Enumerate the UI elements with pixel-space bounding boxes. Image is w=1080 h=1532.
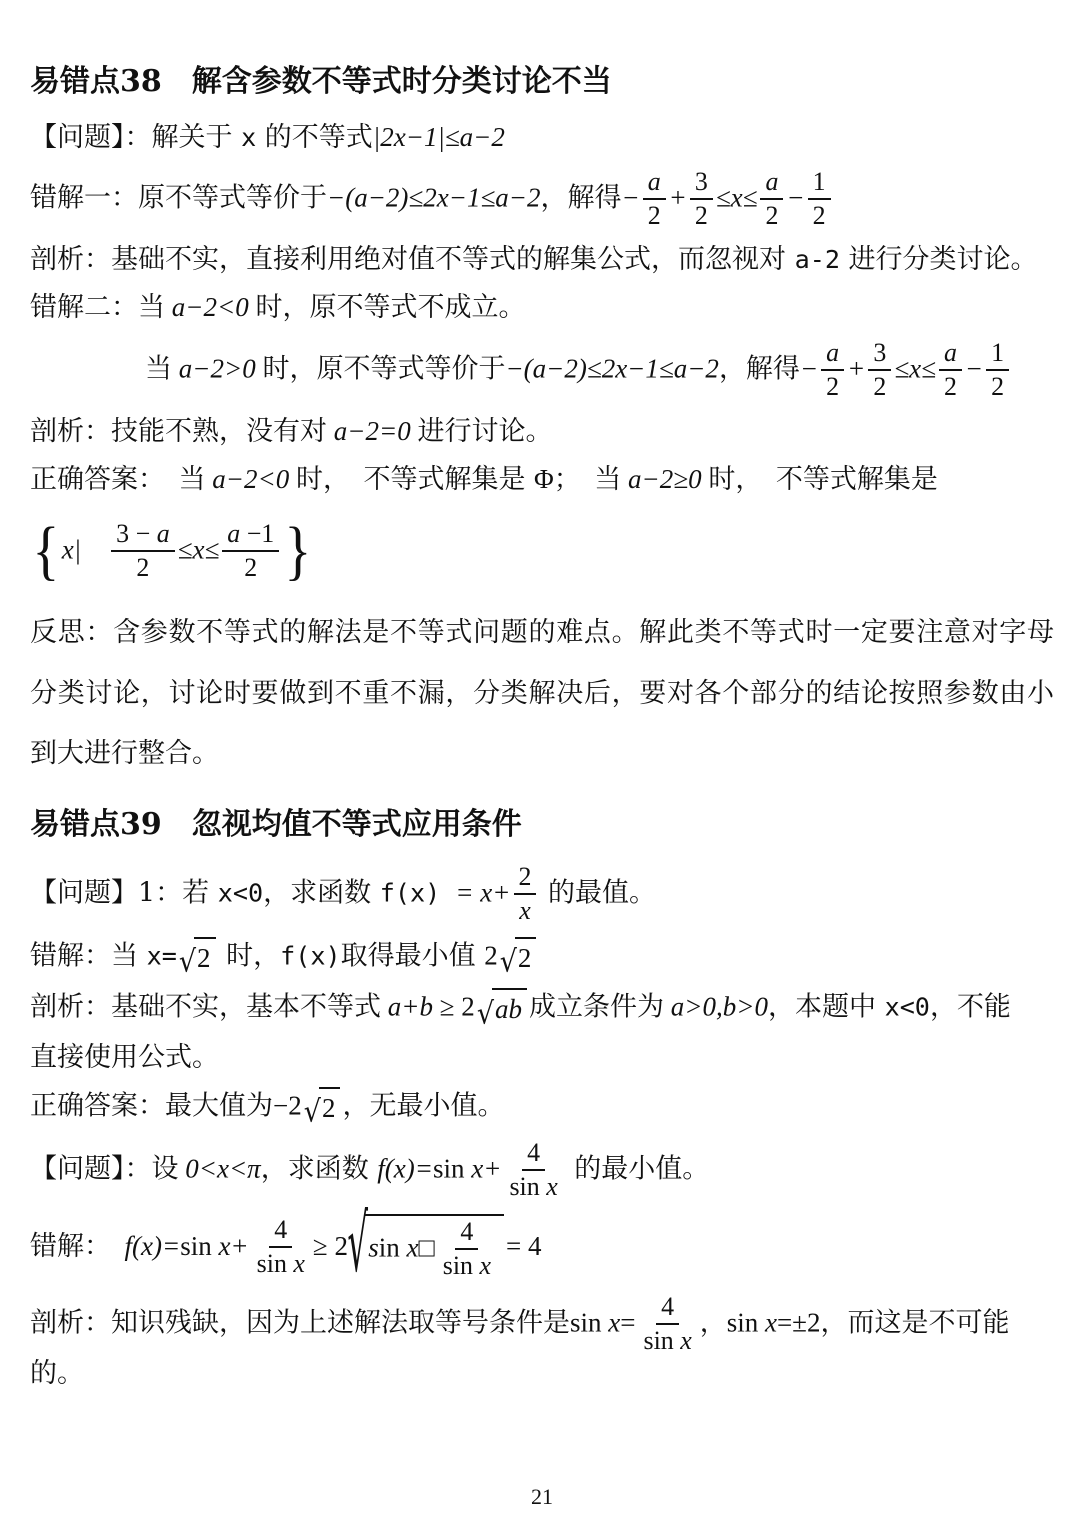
- chinese-text: 成立条件为: [529, 991, 665, 1023]
- math-upright-text: sin: [432, 1153, 465, 1184]
- fraction-numerator: [222, 519, 279, 552]
- radicand: [194, 937, 216, 977]
- heading-38: [30, 62, 1054, 103]
- set-brace: {: [32, 514, 60, 588]
- analysis-1-38: [30, 242, 1054, 278]
- chinese-text: 【问题】1：若: [30, 877, 218, 909]
- chinese-text: 错解：当: [30, 940, 147, 972]
- math-italic-text: x: [519, 895, 531, 925]
- sqrt-radical: [178, 937, 216, 980]
- math-italic-text: x: [764, 1307, 777, 1338]
- fraction-numerator: [514, 862, 537, 895]
- math-upright-text: =±2: [776, 1307, 821, 1338]
- fraction-denominator: [690, 200, 713, 231]
- fraction-numerator: [656, 1292, 679, 1325]
- math-italic-text: x: [479, 1250, 491, 1280]
- math-upright-text: 2: [321, 1093, 336, 1123]
- radical-sign-icon: √: [499, 944, 517, 980]
- typewriter-text: x<0: [884, 992, 930, 1022]
- chinese-text: ，求函数: [263, 877, 380, 909]
- fraction: [252, 1215, 310, 1279]
- fraction-denominator: [131, 552, 154, 583]
- fraction: [986, 338, 1009, 402]
- wrong-solution-39-1: [30, 937, 1054, 980]
- math-italic-text: ≤x≤: [715, 182, 758, 213]
- math-upright-text: 3 −: [116, 518, 157, 548]
- fraction-denominator: [808, 200, 831, 231]
- wrong-solution-1-38: [30, 167, 1054, 231]
- math-italic-text: a: [943, 337, 957, 367]
- chinese-text: ； 当: [553, 464, 622, 496]
- radicand: [515, 937, 537, 977]
- radical-sign-icon: √: [347, 1200, 368, 1291]
- fraction-denominator: [239, 552, 262, 583]
- fraction: [808, 167, 831, 231]
- math-upright-text: sin: [180, 1230, 212, 1261]
- math-italic-text: −: [786, 182, 805, 213]
- chinese-text: 错解一：原不等式等价于: [30, 182, 327, 214]
- fraction-denominator: [638, 1325, 696, 1356]
- set-brace: }: [284, 514, 312, 588]
- chinese-text: 反思：含参数不等式的解法是不等式问题的难点。解此类不等式时一定要注意对字母分类讨论，讨论时要做到不重不漏，分类解决后，要对各个部分的结论按照参数由小到大进行整合。: [30, 616, 1054, 770]
- math-upright-text: 2: [647, 200, 661, 230]
- fraction: [868, 338, 891, 402]
- math-upright-text: −2: [273, 1090, 302, 1121]
- fraction-denominator: [514, 895, 536, 926]
- math-italic-text: s: [368, 1232, 379, 1263]
- fraction: [111, 519, 174, 583]
- radicand: [319, 1087, 341, 1127]
- math-upright-text: sin: [509, 1172, 547, 1202]
- chinese-text: ，解得: [718, 353, 800, 385]
- math-italic-text: x: [608, 1307, 621, 1338]
- chinese-text: 易错点39 忽视均值不等式应用条件: [30, 807, 522, 843]
- chinese-text: 时，原不等式不成立。: [255, 292, 526, 324]
- chinese-text: ，解得: [540, 182, 622, 214]
- fraction: [939, 338, 962, 402]
- math-italic-text: f(x)=: [124, 1230, 181, 1261]
- math-upright-text: ≥ 2: [312, 1230, 348, 1261]
- math-upright-text: sin: [643, 1325, 681, 1355]
- chinese-text: 当: [145, 353, 172, 385]
- fraction: [504, 1138, 562, 1202]
- analysis-2-38: [30, 413, 1054, 450]
- problem-38: [30, 119, 1054, 156]
- fraction-denominator: [868, 371, 891, 402]
- typewriter-text: f(x): [280, 941, 341, 971]
- chinese-text: 错解：: [30, 1230, 125, 1262]
- math-italic-text: −(a−2)≤2x−1≤a−2: [505, 353, 719, 384]
- math-upright-text: 1: [812, 166, 826, 196]
- math-upright-text: in: [378, 1232, 407, 1263]
- chinese-text: 【问题】：设: [30, 1153, 179, 1185]
- radicand: [492, 988, 527, 1028]
- chinese-text: 剖析：知识残缺，因为上述解法取等号条件是: [30, 1307, 570, 1339]
- math-italic-text: a: [765, 166, 779, 196]
- math-upright-text: 3: [873, 337, 887, 367]
- math-upright-text: −1: [240, 518, 275, 548]
- fraction-numerator: [760, 167, 783, 200]
- math-italic-text: a: [156, 518, 170, 548]
- wrong-solution-2-38-line2: [30, 338, 1054, 402]
- typewriter-text: f(x): [379, 878, 456, 908]
- math-upright-text: 2: [244, 552, 258, 582]
- math-upright-text: 2: [826, 371, 840, 401]
- chinese-text: 进行分类讨论。: [839, 244, 1038, 275]
- math-italic-text: x: [680, 1325, 692, 1355]
- math-upright-text: 1: [991, 337, 1005, 367]
- math-italic-text: x: [406, 1232, 419, 1263]
- math-upright-text: sin: [442, 1250, 480, 1280]
- chinese-text: ，: [699, 1307, 727, 1339]
- math-italic-text: −(a−2)≤2x−1≤a−2: [327, 182, 541, 213]
- math-italic-text: a−2<0: [205, 464, 296, 495]
- wrong-solution-39-2: [30, 1200, 1054, 1291]
- chinese-text: 剖析：技能不熟，没有对: [30, 415, 327, 447]
- problem-39-2: [30, 1138, 1054, 1202]
- sqrt-radical: [303, 1087, 341, 1130]
- fraction-numerator: [821, 338, 844, 371]
- math-italic-text: ab: [495, 994, 523, 1025]
- fraction-numerator: [269, 1215, 292, 1248]
- math-upright-text: 2: [812, 200, 826, 230]
- math-italic-text: x: [293, 1249, 305, 1279]
- math-upright-text: 2: [197, 942, 211, 973]
- fraction-numerator: [522, 1138, 545, 1171]
- fraction-numerator: [986, 338, 1009, 371]
- math-italic-text: a−2≥0: [621, 464, 709, 495]
- math-upright-text: 2: [694, 200, 708, 230]
- math-italic-text: −: [799, 353, 819, 384]
- fraction-numerator: [690, 167, 713, 200]
- analysis-39-2: [30, 1292, 1054, 1393]
- fraction: [638, 1292, 696, 1356]
- math-italic-text: 0<x<π: [178, 1153, 261, 1184]
- chinese-text: 直接使用公式。: [30, 1041, 219, 1073]
- chinese-text: 进行讨论。: [417, 415, 553, 447]
- wrong-solution-2-38-line1: [30, 289, 1054, 326]
- fraction-denominator: [760, 200, 783, 231]
- correct-answer-38-set: [30, 514, 1054, 588]
- fraction-denominator: [643, 200, 666, 231]
- math-upright-text: 2: [873, 371, 887, 401]
- math-upright-text: sin: [570, 1307, 609, 1338]
- fraction: [222, 519, 279, 583]
- math-italic-text: a+b: [381, 991, 440, 1022]
- chinese-text: [81, 534, 108, 565]
- math-italic-text: +: [847, 353, 866, 384]
- typewriter-text: x=: [146, 941, 177, 971]
- math-upright-text: Φ: [534, 464, 554, 495]
- radical-sign-icon: √: [303, 1095, 321, 1130]
- chinese-text: 正确答案：最大值为: [30, 1090, 273, 1122]
- math-italic-text: a: [227, 518, 241, 548]
- chinese-text: 的最值。: [539, 877, 657, 909]
- chinese-text: ，而这是不可能的。: [30, 1307, 1010, 1389]
- math-italic-text: |2x−1|≤a−2: [372, 121, 505, 152]
- fraction-denominator: [986, 371, 1009, 402]
- chinese-text: 时，原不等式等价于: [262, 353, 506, 385]
- fraction: [643, 167, 666, 231]
- math-italic-text: a>0,b>0: [664, 991, 768, 1022]
- fraction-numerator: [111, 519, 174, 552]
- chinese-text: 取得最小值: [340, 940, 485, 972]
- chinese-text: 错解二：当: [30, 292, 165, 324]
- fraction-numerator: [939, 338, 962, 371]
- sqrt-radical: [476, 988, 527, 1032]
- math-italic-text: a: [826, 337, 840, 367]
- sqrt-radical: [499, 937, 537, 980]
- chinese-text: 时，: [217, 940, 281, 972]
- math-upright-text: 2: [765, 200, 779, 230]
- math-upright-text: 2: [484, 940, 498, 971]
- radical-sign-icon: √: [178, 944, 197, 980]
- math-italic-text: x|: [61, 534, 82, 565]
- radicand: [365, 1214, 504, 1281]
- fraction-denominator: [939, 371, 962, 402]
- page-number: 21: [531, 1484, 553, 1510]
- document-content: [30, 42, 1054, 1476]
- analysis-39-1: [30, 988, 1054, 1032]
- correct-answer-38: [30, 461, 1054, 498]
- typewriter-text: x<0: [217, 878, 264, 908]
- math-italic-text: a: [647, 166, 661, 196]
- math-upright-text: sin: [256, 1249, 294, 1279]
- fraction-numerator: [455, 1217, 478, 1250]
- heading-39: [30, 805, 1054, 846]
- fraction-numerator: [643, 167, 666, 200]
- math-upright-text: 2: [943, 371, 957, 401]
- math-italic-text: a−2<0: [165, 292, 256, 323]
- math-upright-text: = 4: [505, 1230, 542, 1261]
- math-italic-text: −: [964, 353, 984, 384]
- radical-sign-icon: √: [476, 996, 495, 1032]
- problem-39-1: [30, 862, 1054, 926]
- chinese-text: 时， 不等式解集是: [295, 464, 535, 496]
- math-upright-text: 2: [991, 371, 1005, 401]
- math-italic-text: x: [546, 1172, 558, 1202]
- math-italic-text: x+: [464, 1153, 502, 1184]
- chinese-text: 易错点38 解含参数不等式时分类讨论不当: [30, 64, 612, 99]
- sqrt-radical: [347, 1200, 504, 1291]
- analysis-39-1-continued: [30, 1040, 1054, 1076]
- fraction-numerator: [868, 338, 891, 371]
- math-italic-text: = x+: [455, 877, 511, 908]
- chinese-text: ，本题中: [767, 991, 885, 1023]
- math-upright-text: 3: [694, 166, 708, 196]
- correct-answer-39-1: [30, 1087, 1054, 1130]
- fraction: [760, 167, 783, 231]
- math-upright-text: 4: [527, 1138, 541, 1168]
- math-italic-text: ≤x≤: [894, 353, 936, 384]
- math-italic-text: f(x)=: [377, 1153, 433, 1184]
- fraction: [821, 338, 844, 402]
- math-italic-text: ≤x≤: [177, 534, 220, 565]
- math-upright-text: 2: [517, 942, 532, 973]
- math-italic-text: +: [668, 182, 687, 213]
- math-upright-text: 4: [460, 1216, 474, 1246]
- typewriter-text: a-2: [794, 245, 840, 274]
- fraction-numerator: [808, 167, 831, 200]
- fraction-denominator: [504, 1171, 562, 1202]
- math-upright-text: sin: [726, 1307, 765, 1338]
- fraction: [514, 862, 537, 926]
- math-upright-text: 2: [136, 552, 150, 582]
- math-upright-text: =: [620, 1307, 636, 1338]
- chinese-text: 正确答案： 当: [30, 464, 206, 496]
- chinese-text: ，不能: [929, 991, 1011, 1023]
- math-upright-text: 4: [661, 1291, 675, 1321]
- chinese-text: 【问题】：解关于: [30, 121, 242, 153]
- chinese-text: 剖析：基础不实，直接利用绝对值不等式的解集公式，而忽视对: [30, 244, 795, 275]
- fraction-denominator: [821, 371, 844, 402]
- math-upright-text: 2: [518, 861, 532, 891]
- math-italic-text: a−2>0: [172, 353, 263, 384]
- typewriter-text: x: [241, 122, 257, 152]
- chinese-text: 的不等式: [256, 121, 373, 153]
- math-italic-text: a−2=0: [327, 415, 418, 446]
- fraction: [438, 1217, 496, 1281]
- math-upright-text: □: [418, 1232, 435, 1263]
- math-italic-text: x+: [211, 1230, 249, 1261]
- math-upright-text: ≥ 2: [439, 991, 475, 1022]
- fraction-denominator: [438, 1250, 496, 1281]
- chinese-text: 时， 不等式解集是: [708, 464, 938, 496]
- math-upright-text: 4: [274, 1215, 288, 1244]
- chinese-text: 的最小值。: [565, 1153, 710, 1185]
- chinese-text: ，无最小值。: [342, 1090, 505, 1122]
- fraction: [690, 167, 713, 231]
- chinese-text: ，求函数: [260, 1153, 378, 1185]
- fraction-denominator: [252, 1248, 310, 1279]
- math-italic-text: −: [621, 182, 640, 213]
- chinese-text: 剖析：基础不实，基本不等式: [30, 991, 381, 1023]
- reflection-38: [30, 603, 1054, 785]
